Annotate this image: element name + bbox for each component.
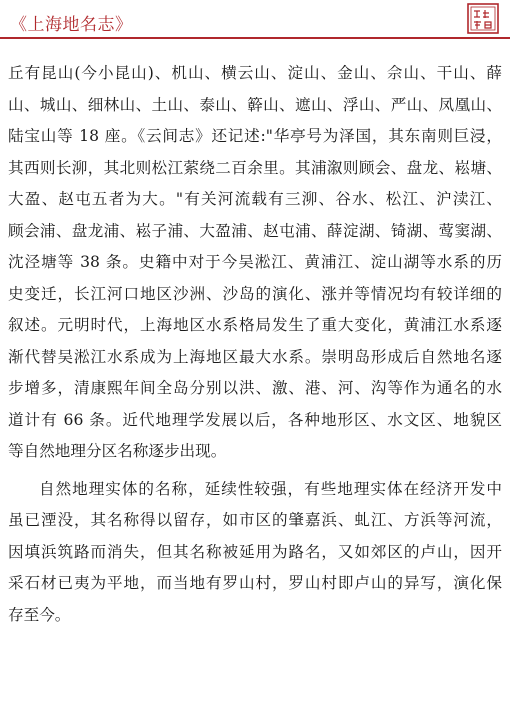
seal-stamp-icon [466, 2, 500, 35]
body-text [8, 58, 502, 631]
text-line: 存至今。 [8, 605, 71, 624]
text-line: 因填浜筑路而消失，但其名称被延用为路名，又如郊区的卢山，因开 [8, 542, 502, 561]
paragraph [8, 58, 502, 468]
text-line: 道计有 66 条。近代地理学发展以后，各种地形区、水文区、地貌区 [8, 410, 502, 429]
text-line: 顾会浦、盘龙浦、崧子浦、大盈浦、赵屯浦、薛淀湖、锜湖、莺窦湖、 [8, 221, 502, 240]
paragraph [8, 474, 502, 632]
text-line: 采石材已夷为平地，而当地有罗山村，罗山村即卢山的异写，演化保 [8, 574, 502, 592]
text-line: 丘有昆山(今小昆山)、机山、横云山、淀山、金山、佘山、干山、薛 [8, 64, 502, 82]
text-line: 叙述。元明时代，上海地区水系格局发生了重大变化，黄浦江水系逐 [8, 316, 502, 334]
text-line: 等自然地理分区名称逐步出现。 [8, 442, 227, 460]
text-line: 大盈、赵屯五者为大。"有关河流载有三泖、谷水、松江、沪渎江、 [8, 190, 502, 208]
text-line: 史变迁，长江河口地区沙洲、沙岛的演化、涨并等情况均有较详细的 [8, 284, 502, 303]
text-line: 山、城山、细林山、土山、泰山、簳山、遮山、浮山、严山、凤凰山、 [8, 95, 502, 114]
text-line: 沈泾塘等 38 条。史籍中对于今吴淞江、黄浦江、淀山湖等水系的历 [8, 253, 502, 271]
book-title: 《上海地名志》 [10, 15, 133, 35]
text-line: 渐代替吴淞江水系成为上海地区最大水系。崇明岛形成后自然地名逐 [8, 347, 502, 366]
text-line: 陆宝山等 18 座。《云间志》还记述:"华亭号为泽国，其东南则巨浸， [8, 127, 502, 145]
page-header [0, 0, 510, 40]
text-line: 其西则长泖，其北则松江萦绕二百余里。其浦溆则顾会、盘龙、崧塘、 [8, 158, 502, 177]
text-line: 虽已湮没，其名称得以留存，如市区的肇嘉浜、虬江、方浜等河流， [8, 511, 502, 529]
header-divider [0, 37, 510, 39]
text-line: 自然地理实体的名称，延续性较强，有些地理实体在经济开发中 [39, 479, 502, 498]
text-line: 步增多，清康熙年间全岛分别以洪、激、港、河、沟等作为通名的水 [8, 379, 502, 397]
